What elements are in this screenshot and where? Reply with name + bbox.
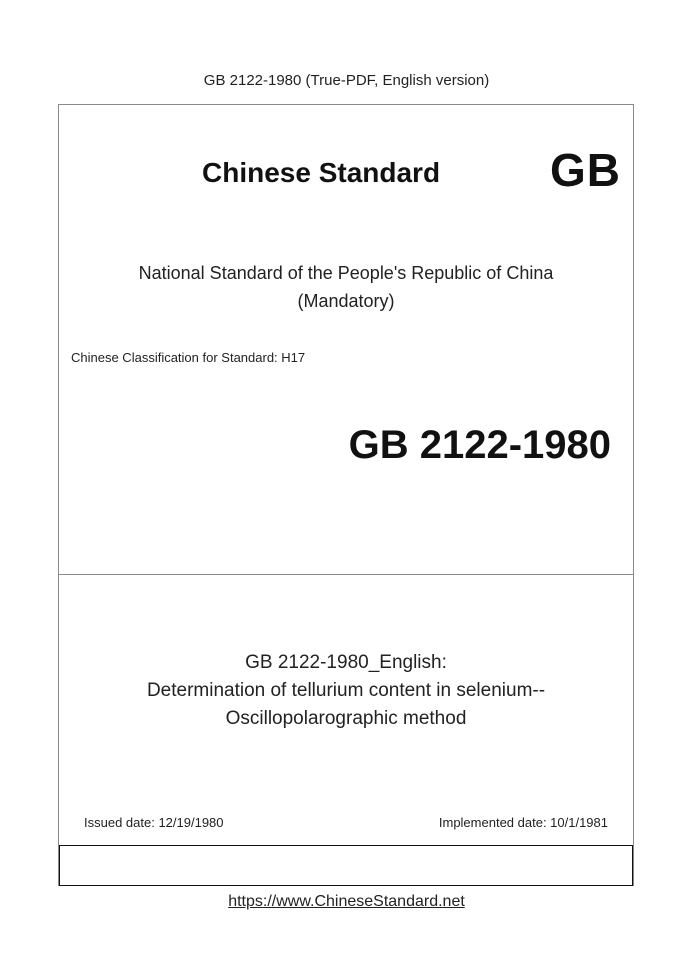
- national-standard-line-2: (Mandatory): [297, 291, 395, 311]
- issued-date: Issued date: 12/19/1980: [84, 815, 224, 830]
- cover-footer-strip: [59, 846, 633, 886]
- website-link[interactable]: https://www.ChineseStandard.net: [228, 893, 465, 910]
- document-title-line-3: Oscillopolarographic method: [225, 708, 467, 729]
- national-standard-line-1: National Standard of the People's Republic of China: [138, 263, 554, 283]
- classification-label: Chinese Classification for Standard: H17: [71, 350, 306, 365]
- document-title: [59, 649, 633, 733]
- cover-top-section: [59, 105, 633, 575]
- document-title-line-1: GB 2122-1980_English:: [245, 652, 447, 673]
- standard-number: GB 2122-1980: [348, 423, 611, 467]
- document-title-line-2: Determination of tellurium content in selenium--: [146, 680, 546, 701]
- gb-badge: GB: [550, 144, 621, 196]
- page-header-caption: GB 2122-1980 (True-PDF, English version): [203, 72, 490, 89]
- national-standard-text: [59, 259, 633, 315]
- cover-bottom-section: [59, 575, 633, 846]
- cover-title: Chinese Standard: [202, 157, 441, 188]
- implemented-date: Implemented date: 10/1/1981: [438, 815, 608, 830]
- cover-frame: [58, 104, 634, 886]
